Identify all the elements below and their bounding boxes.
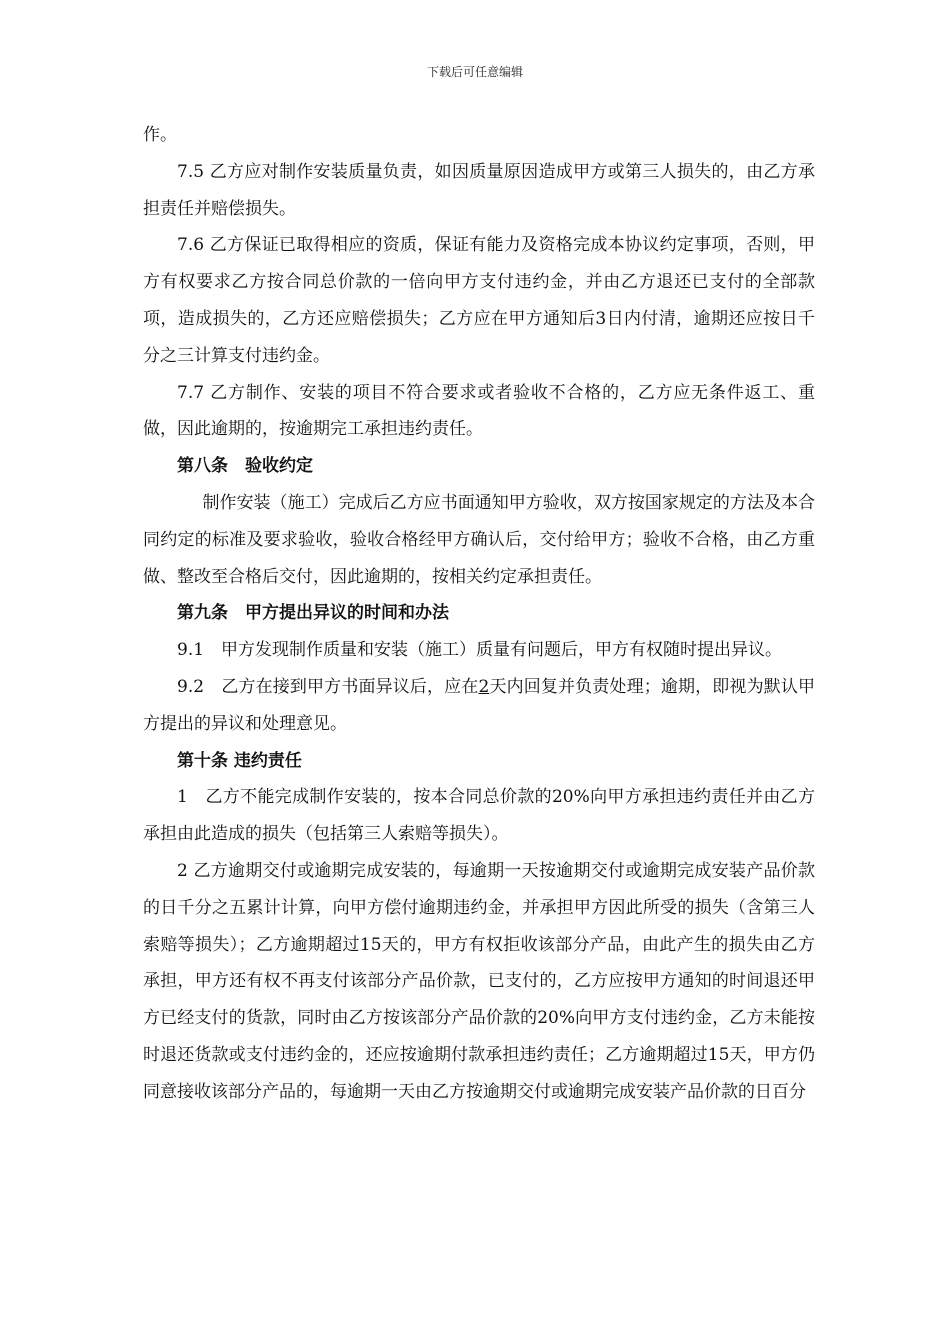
clause-9-2-before: 9.2 乙方在接到甲方书面异议后，应在 (177, 676, 479, 697)
clause-10-1: 1 乙方不能完成制作安装的，按本合同总价款的20%向甲方承担违约责任并由乙方承担由此造成的损失（包括第三人索赔等损失）。 (143, 787, 815, 845)
article-10-heading: 第十条 违约责任 (177, 750, 302, 771)
clause-10-2: 2 乙方逾期交付或逾期完成安装的，每逾期一天按逾期交付或逾期完成安装产品价款的日千分之五累计计算，向甲方偿付逾期违约金，并承担甲方因此所受的损失（含第三人索赔等损失）；乙方逾期超过15天的，甲方有权拒收该部分产品，由此产生的损失由乙方承担，甲方还有权不再支付该部分产品价款，已支付的，乙方应按甲方通知的时间退还甲方已经支付的货款，同时由乙方按该部分产品价款的20%向甲方支付违约金，乙方未能按时退还货款或支付违约金的，还应按逾期付款承担违约责任；乙方逾期超过15天，甲方仍同意接收该部分产品的，每逾期一天由乙方按逾期交付或逾期完成安装产品价款的日百分 (143, 860, 815, 1102)
clause-9-2 (143, 669, 815, 743)
article-8-body: 制作安装（施工）完成后乙方应书面通知甲方验收，双方按国家规定的方法及本合同约定的标准及要求验收，验收合格经甲方确认后，交付给甲方；验收不合格，由乙方重做、整改至合格后交付，因此逾期的，按相关约定承担责任。 (143, 492, 815, 587)
clause-9-2-after: 天内回复并负责处理；逾期，即视为默认甲方提出的异议和处理意见。 (143, 676, 816, 734)
paragraph-continuation: 作。 (143, 125, 177, 145)
clause-9-2-days: 2 (478, 676, 490, 697)
clause-7-7: 7.7 乙方制作、安装的项目不符合要求或者验收不合格的，乙方应无条件返工、重做，因此逾期的，按逾期完工承担违约责任。 (143, 382, 815, 440)
clause-7-5: 7.5 乙方应对制作安装质量负责，如因质量原因造成甲方或第三人损失的，由乙方承担责任并赔偿损失。 (143, 161, 815, 219)
document-body (143, 117, 815, 1111)
clause-7-6: 7.6 乙方保证已取得相应的资质，保证有能力及资格完成本协议约定事项，否则，甲方有权要求乙方按合同总价款的一倍向甲方支付违约金，并由乙方退还已支付的全部款项，造成损失的，乙方还应赔偿损失；乙方应在甲方通知后3日内付清，逾期还应按日千分之三计算支付违约金。 (143, 235, 815, 366)
article-8-heading: 第八条 验收约定 (177, 456, 313, 477)
clause-9-1: 9.1 甲方发现制作质量和安装（施工）质量有问题后，甲方有权随时提出异议。 (177, 640, 783, 661)
page-header: 下载后可任意编辑 (426, 65, 523, 79)
article-9-heading: 第九条 甲方提出异议的时间和办法 (177, 603, 449, 624)
